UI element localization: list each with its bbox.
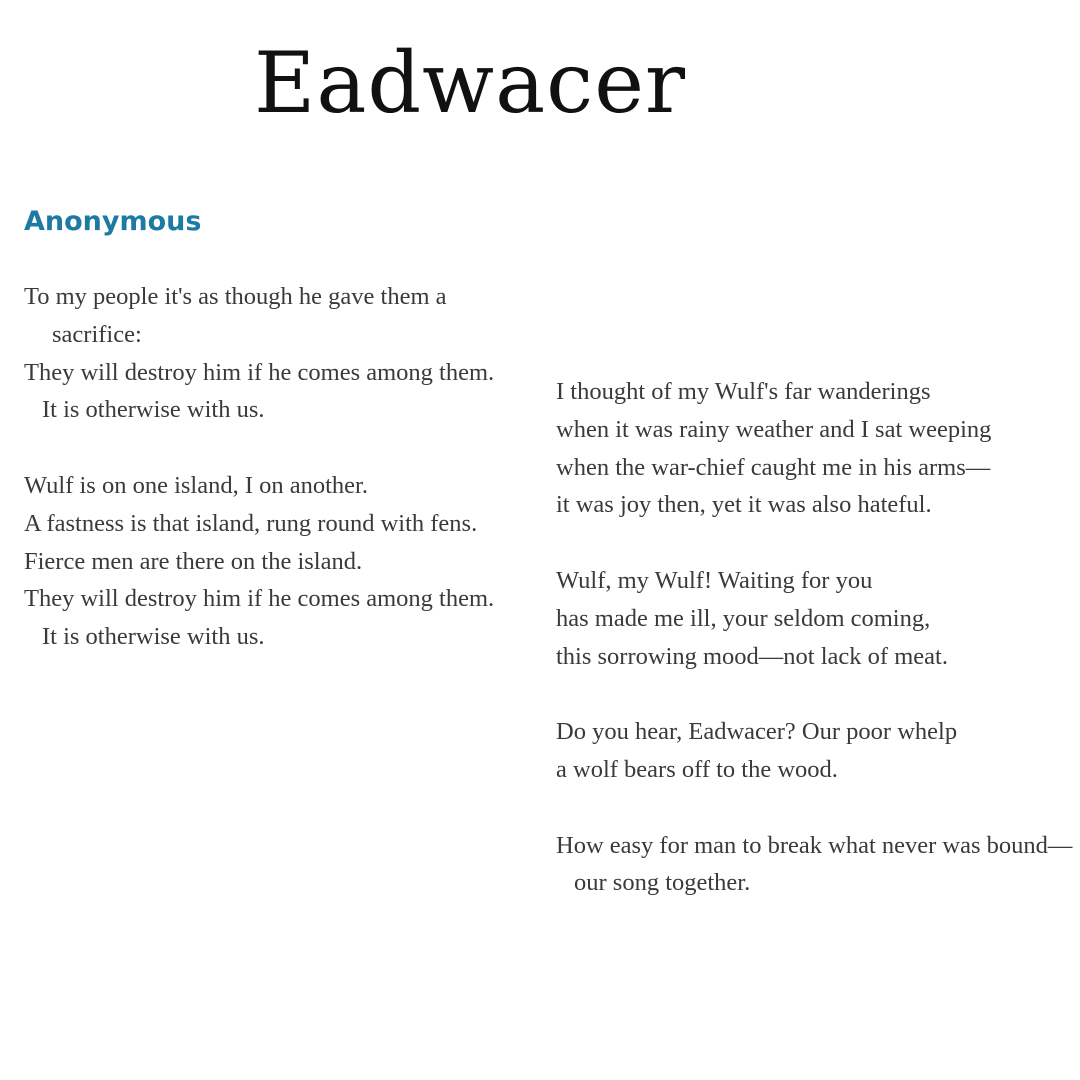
stanza bbox=[556, 827, 1076, 903]
poem-right-column bbox=[556, 373, 1076, 902]
poem-line: when the war-chief caught me in his arms— bbox=[556, 453, 991, 481]
poem-title: Eadwacer bbox=[254, 34, 687, 132]
stanza bbox=[556, 713, 1076, 789]
poem-line: this sorrowing mood—not lack of meat. bbox=[556, 642, 948, 670]
poem-line: Fierce men are there on the island. bbox=[24, 547, 363, 575]
poem-line: has made me ill, your seldom coming, bbox=[556, 604, 931, 632]
poem-line: They will destroy him if he comes among them. bbox=[24, 585, 495, 613]
poem-line: Do you hear, Eadwacer? Our poor whelp bbox=[556, 718, 958, 746]
stanza bbox=[24, 467, 524, 656]
poem-line-indented: It is otherwise with us. bbox=[42, 396, 265, 424]
poem-line: I thought of my Wulf's far wanderings bbox=[556, 378, 931, 405]
poem-line: How easy for man to break what never was bound— bbox=[556, 831, 1073, 859]
stanza bbox=[556, 562, 1076, 675]
poem-line-indented: our song together. bbox=[574, 869, 751, 897]
poem-line: To my people it's as though he gave them a sacrifice: bbox=[24, 283, 447, 348]
poem-line-indented: It is otherwise with us. bbox=[42, 623, 265, 651]
poem-author: Anonymous bbox=[24, 206, 202, 237]
poem-line: A fastness is that island, rung round with fens. bbox=[24, 509, 478, 537]
stanza bbox=[24, 278, 524, 429]
poem-line: a wolf bears off to the wood. bbox=[556, 755, 838, 783]
poem-line: when it was rainy weather and I sat weeping bbox=[556, 415, 992, 443]
stanza bbox=[556, 373, 1076, 524]
poem-line: it was joy then, yet it was also hateful. bbox=[556, 491, 932, 519]
poem-left-column bbox=[24, 278, 524, 656]
poem-line: Wulf, my Wulf! Waiting for you bbox=[556, 566, 873, 594]
poem-line: Wulf is on one island, I on another. bbox=[24, 471, 368, 499]
poem-line: They will destroy him if he comes among them. bbox=[24, 358, 495, 386]
